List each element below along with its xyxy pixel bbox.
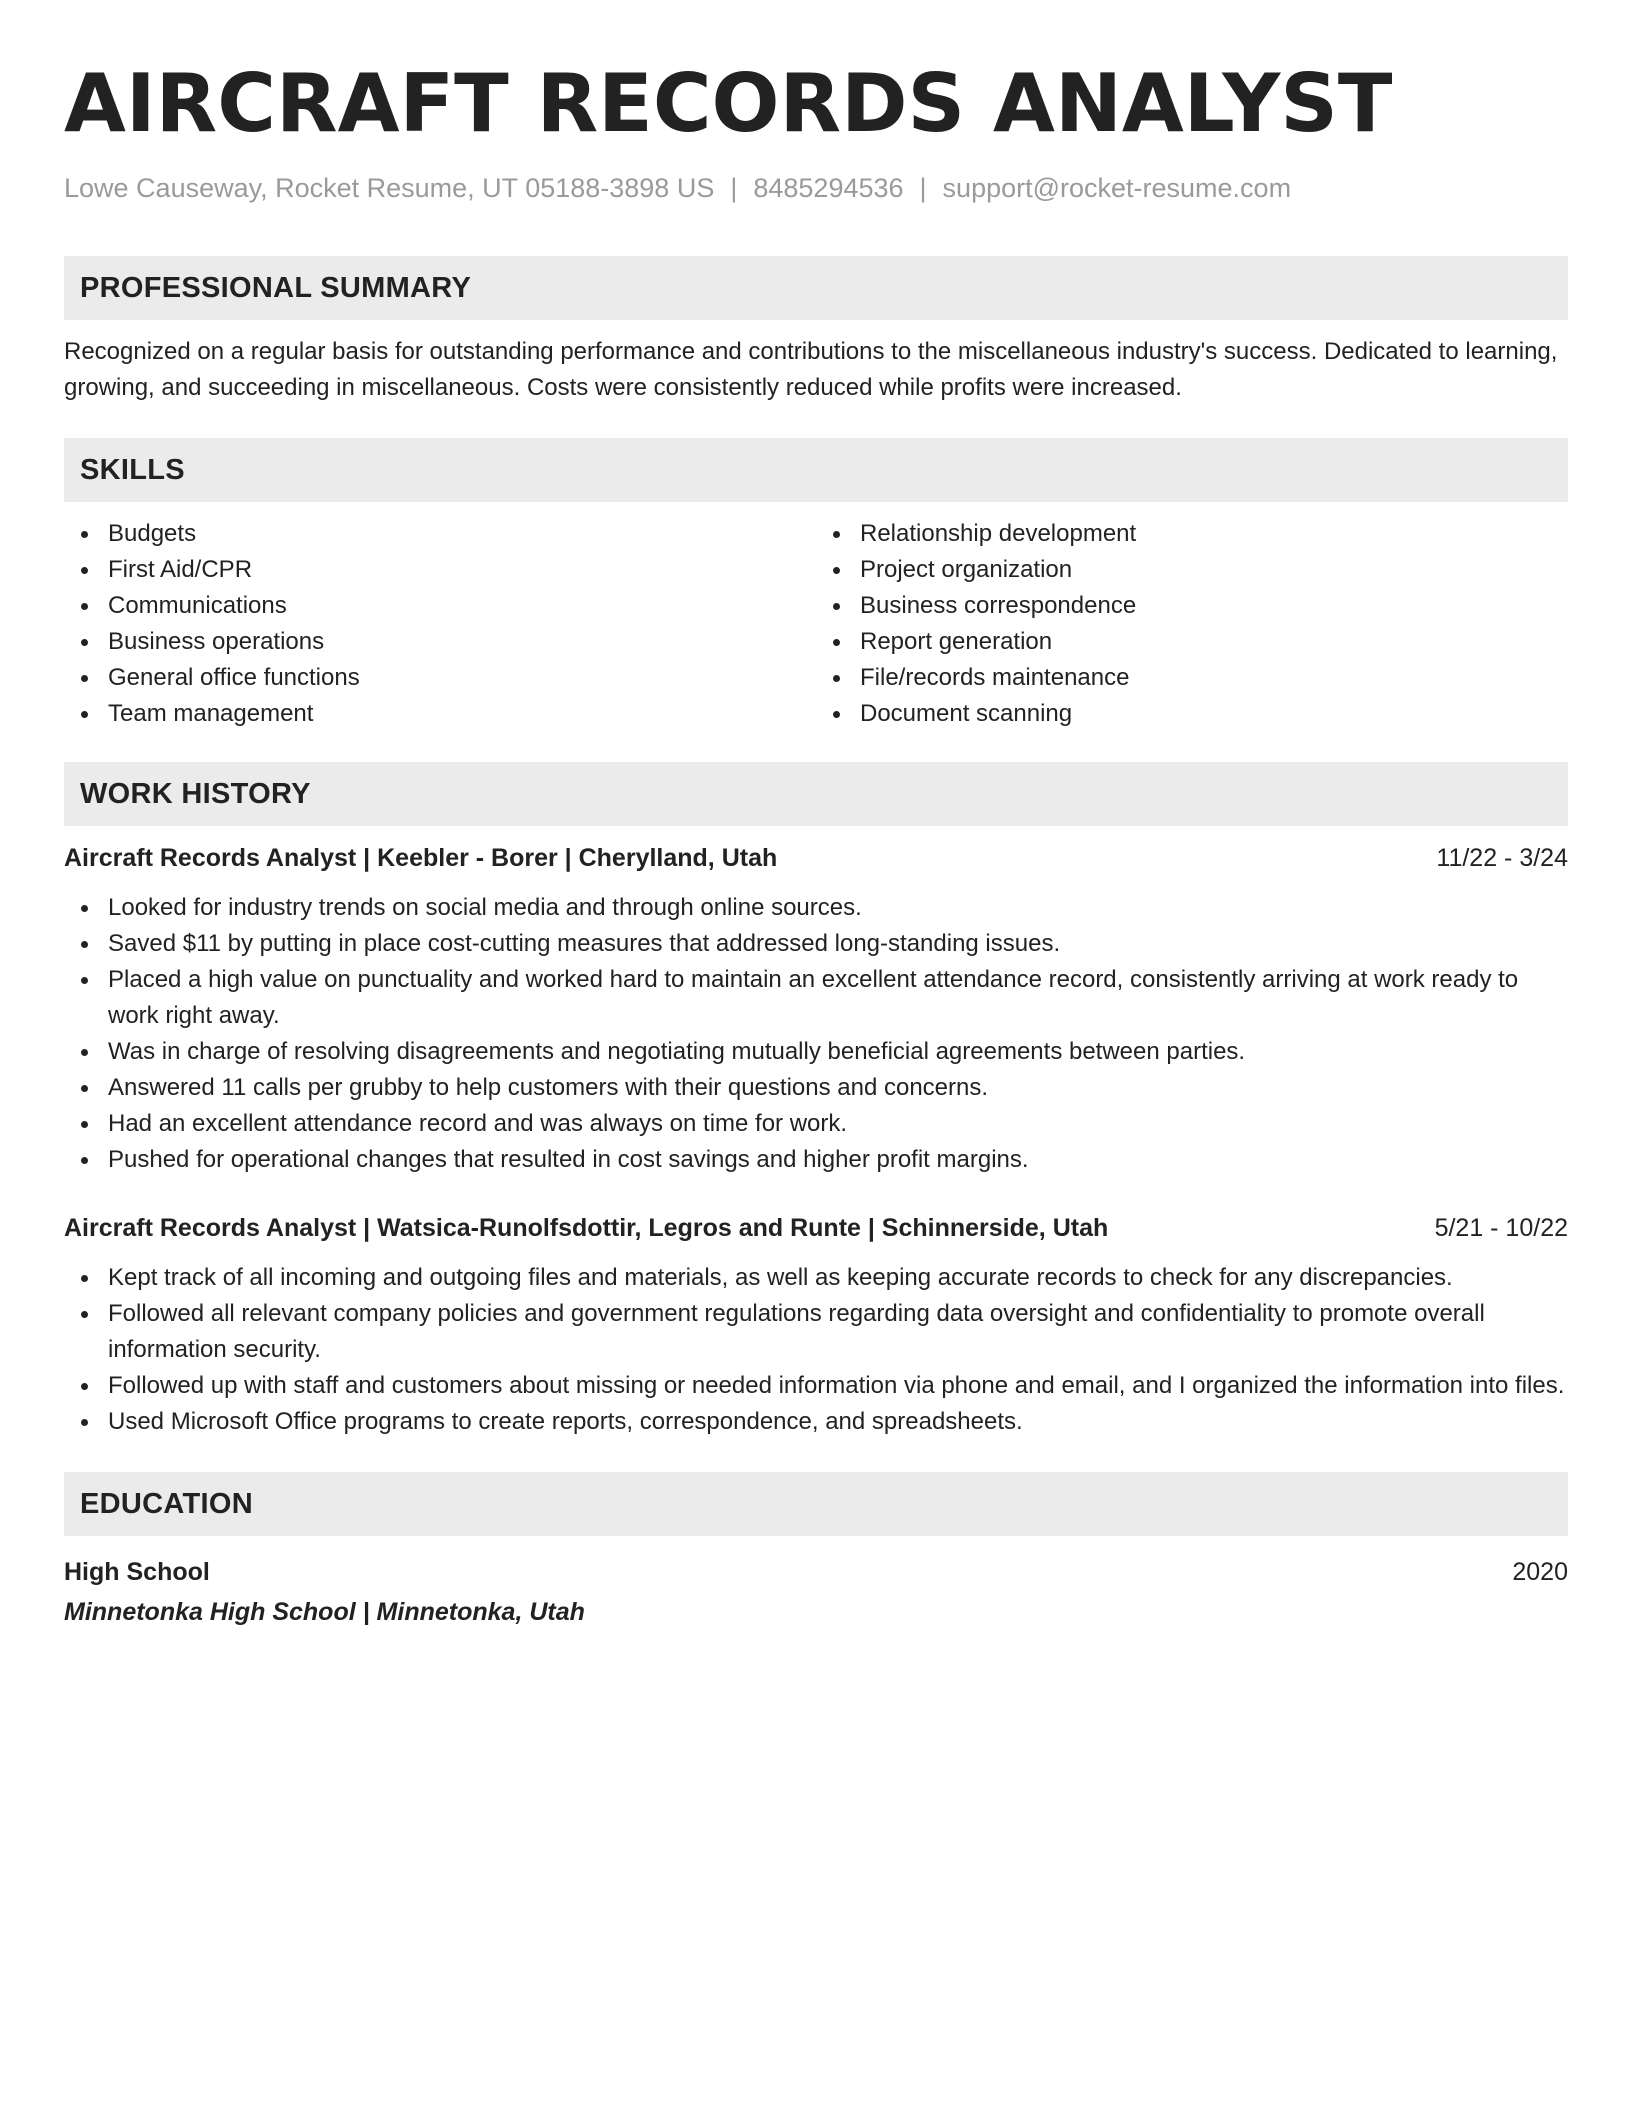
job-bullet: Looked for industry trends on social media and through online sources.: [108, 890, 1568, 926]
section-header-skills: SKILLS: [64, 438, 1568, 502]
job-bullet: Placed a high value on punctuality and worked hard to maintain an excellent attendance record, consistently arriving at work ready to work right away.: [108, 962, 1568, 1034]
section-header-summary: PROFESSIONAL SUMMARY: [64, 256, 1568, 320]
skill-item: Project organization: [860, 552, 1568, 588]
skill-item: Report generation: [860, 624, 1568, 660]
skill-item: Team management: [108, 696, 816, 732]
skill-item: Business correspondence: [860, 588, 1568, 624]
education-degree: High School: [64, 1558, 210, 1586]
job-bullet: Had an excellent attendance record and was always on time for work.: [108, 1106, 1568, 1142]
job-bullet: Saved $11 by putting in place cost-cutting measures that addressed long-standing issues.: [108, 926, 1568, 962]
contact-line: [64, 170, 1568, 206]
education-year: 2020: [1512, 1558, 1568, 1586]
contact-phone: 8485294536: [753, 173, 904, 203]
job-title: Aircraft Records Analyst | Keebler - Borer | Cherylland, Utah: [64, 844, 778, 872]
job-bullet: Kept track of all incoming and outgoing files and materials, as well as keeping accurate records to check for any discrepancies.: [108, 1260, 1568, 1296]
contact-email: support@rocket-resume.com: [942, 173, 1292, 203]
job-bullet: Pushed for operational changes that resulted in cost savings and higher profit margins.: [108, 1142, 1568, 1178]
job-dates: 11/22 - 3/24: [1436, 844, 1568, 872]
skill-item: Document scanning: [860, 696, 1568, 732]
skills-column-left: [64, 516, 816, 732]
job-bullet: Answered 11 calls per grubby to help customers with their questions and concerns.: [108, 1070, 1568, 1106]
job-bullet: Followed up with staff and customers about missing or needed information via phone and email, and I organized the information into files.: [108, 1368, 1568, 1404]
section-header-work-history: WORK HISTORY: [64, 762, 1568, 826]
contact-separator: |: [730, 173, 738, 203]
skills-grid: [64, 516, 1568, 732]
skill-item: File/records maintenance: [860, 660, 1568, 696]
skill-item: Business operations: [108, 624, 816, 660]
job-bullets: [64, 1260, 1568, 1440]
job-bullets: [64, 890, 1568, 1178]
job-title: Aircraft Records Analyst | Watsica-Runolfsdottir, Legros and Runte | Schinnerside, Utah: [64, 1214, 1109, 1242]
job-dates: 5/21 - 10/22: [1434, 1214, 1568, 1242]
job-header: [64, 1210, 1568, 1246]
skills-column-right: [816, 516, 1568, 732]
skill-item: Communications: [108, 588, 816, 624]
education-header: [64, 1554, 1568, 1590]
skill-item: General office functions: [108, 660, 816, 696]
job-entry: [64, 840, 1568, 1178]
skill-item: First Aid/CPR: [108, 552, 816, 588]
job-bullet: Followed all relevant company policies and government regulations regarding data oversight and confidentiality to promote overall information security.: [108, 1296, 1568, 1368]
resume-title: AIRCRAFT RECORDS ANALYST: [64, 57, 1393, 150]
skill-item: Budgets: [108, 516, 816, 552]
job-bullet: Used Microsoft Office programs to create reports, correspondence, and spreadsheets.: [108, 1404, 1568, 1440]
summary-text: Recognized on a regular basis for outstanding performance and contributions to the miscellaneous industry's success. Dedicated to learning, growing, and succeeding in miscellaneous. Costs were consistently reduced while profits were increased.: [64, 338, 1558, 401]
skill-item: Relationship development: [860, 516, 1568, 552]
contact-separator: |: [919, 173, 927, 203]
contact-address: Lowe Causeway, Rocket Resume, UT 05188-3898 US: [64, 173, 715, 203]
education-school: Minnetonka High School | Minnetonka, Utah: [64, 1598, 585, 1626]
job-bullet: Was in charge of resolving disagreements and negotiating mutually beneficial agreements between parties.: [108, 1034, 1568, 1070]
job-header: [64, 840, 1568, 876]
job-entry: [64, 1210, 1568, 1440]
section-header-education: EDUCATION: [64, 1472, 1568, 1536]
